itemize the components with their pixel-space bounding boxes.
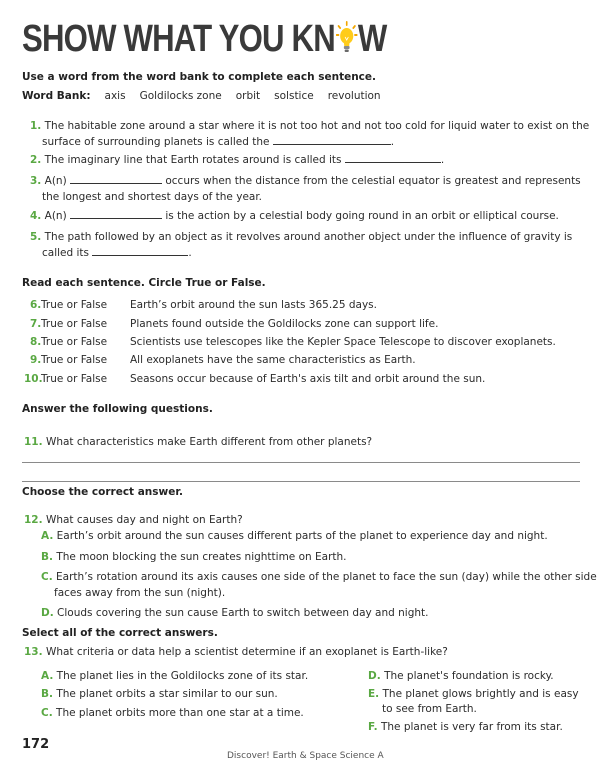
word-bank-word: revolution	[327, 90, 381, 102]
question-number: 8.	[30, 336, 42, 348]
tf-statement: Planets found outside the Goldilocks zone can support life.	[130, 318, 439, 330]
question-number: 4.	[30, 210, 42, 222]
answer-option-f[interactable]	[368, 719, 563, 735]
tf-statement: Earth’s orbit around the sun lasts 365.25 days.	[130, 299, 377, 311]
question-number: 9.	[30, 354, 42, 366]
question-3-line2: the longest and shortest days of the year.	[42, 191, 263, 203]
option-letter: A.	[41, 530, 54, 542]
question-text: called its	[42, 247, 90, 259]
question-text: occurs when the distance from the celestial equator is greatest and represents	[165, 175, 581, 187]
answer-option-d[interactable]	[368, 668, 554, 684]
question-text: What criteria or data help a scientist determine if an exoplanet is Earth-like?	[45, 646, 448, 658]
section2-instruction: Read each sentence. Circle True or False.	[22, 277, 266, 289]
book-title: Discover! Earth & Space Science A	[227, 751, 384, 761]
question-text: The imaginary line that Earth rotates around is called its	[44, 154, 342, 166]
title-text-start: SHOW WHAT YOU KN	[22, 18, 335, 60]
answer-option-b[interactable]	[41, 549, 347, 565]
section1-instruction: Use a word from the word bank to complete each sentence.	[22, 71, 377, 83]
option-letter: F.	[368, 721, 378, 733]
answer-option-e[interactable]	[368, 686, 579, 702]
word-bank-label: Word Bank:	[22, 90, 91, 102]
question-number: 1.	[30, 120, 42, 132]
punctuation: .	[188, 247, 192, 259]
answer-option-e-line2: to see from Earth.	[382, 703, 477, 715]
answer-option-c-line2: faces away from the sun (night).	[54, 587, 226, 599]
option-text: The planet orbits a star similar to our sun.	[56, 688, 278, 700]
section3-instruction: Answer the following questions.	[22, 403, 213, 415]
section5-instruction: Select all of the correct answers.	[22, 627, 218, 639]
tf-statement: Seasons occur because of Earth's axis tilt and orbit around the sun.	[130, 373, 486, 385]
question-1-line2	[42, 134, 394, 150]
question-number: 2.	[30, 154, 42, 166]
tf-statement: All exoplanets have the same characteristics as Earth.	[130, 354, 416, 366]
question-13	[24, 644, 448, 660]
tf-number	[30, 316, 41, 332]
question-5	[30, 229, 572, 245]
answer-option-a[interactable]	[41, 528, 548, 544]
question-2	[30, 152, 444, 168]
word-bank-word: solstice	[274, 90, 314, 102]
question-text: The path followed by an object as it revolves around another object under the influence of gravity is	[44, 231, 573, 243]
answer-blank[interactable]	[345, 153, 441, 163]
punctuation: .	[390, 136, 395, 148]
option-text: The planet is very far from its star.	[380, 721, 563, 733]
true-or-false-choice[interactable]: True or False	[41, 373, 108, 385]
option-text: The planet orbits more than one star at a time.	[56, 707, 304, 719]
question-11	[24, 434, 372, 450]
true-or-false-choice[interactable]: True or False	[41, 336, 108, 348]
answer-blank[interactable]	[273, 135, 391, 145]
question-5-line2	[42, 245, 192, 261]
question-text: surface of surrounding planets is called the	[42, 136, 270, 148]
tf-number	[24, 371, 43, 387]
option-letter: B.	[41, 688, 53, 700]
option-letter: A.	[41, 670, 54, 682]
question-1	[30, 118, 589, 134]
option-text: The planet glows brightly and is easy	[382, 688, 579, 700]
question-4	[30, 208, 559, 224]
question-text: is the action by a celestial body going round in an orbit or elliptical course.	[165, 210, 559, 222]
answer-blank[interactable]	[92, 246, 188, 256]
true-or-false-choice[interactable]: True or False	[41, 318, 108, 330]
option-letter: D.	[41, 607, 54, 619]
question-number: 13.	[24, 646, 43, 658]
tf-statement: Scientists use telescopes like the Kepler Space Telescope to discover exoplanets.	[130, 336, 556, 348]
title-text-end: W	[357, 18, 387, 60]
word-bank-word: Goldilocks zone	[139, 90, 222, 102]
tf-number	[30, 334, 41, 350]
question-number: 11.	[24, 436, 43, 448]
answer-option-d[interactable]	[41, 605, 429, 621]
page-title	[22, 16, 386, 62]
option-text: Clouds covering the sun cause Earth to switch between day and night.	[53, 607, 429, 619]
answer-option-c[interactable]	[41, 569, 597, 585]
question-number: 12.	[24, 514, 43, 526]
word-bank	[22, 90, 381, 102]
option-letter: C.	[41, 571, 53, 583]
page-number: 172	[22, 737, 50, 752]
option-text: Earth’s rotation around its axis causes one side of the planet to face the sun (day) while the other side	[56, 571, 597, 583]
tf-number	[30, 352, 41, 368]
option-letter: E.	[368, 688, 380, 700]
answer-blank[interactable]	[70, 209, 162, 219]
question-number: 3.	[30, 175, 42, 187]
answer-option-c[interactable]	[41, 705, 304, 721]
option-text: The moon blocking the sun creates nighttime on Earth.	[56, 551, 347, 563]
question-text: A(n)	[44, 175, 67, 187]
option-text: The planet lies in the Goldilocks zone of its star.	[56, 670, 309, 682]
answer-option-a[interactable]	[41, 668, 308, 684]
question-text: The habitable zone around a star where it is not too hot and not too cold for liquid water to exist on the	[44, 120, 590, 132]
question-text: What characteristics make Earth different from other planets?	[45, 436, 373, 448]
question-number: 5.	[30, 231, 42, 243]
option-text: The planet's foundation is rocky.	[384, 670, 554, 682]
true-or-false-choice[interactable]: True or False	[41, 299, 108, 311]
question-text: A(n)	[44, 210, 67, 222]
option-letter: D.	[368, 670, 381, 682]
answer-option-b[interactable]	[41, 686, 278, 702]
question-number: 6.	[30, 299, 42, 311]
punctuation: .	[440, 154, 445, 166]
answer-blank[interactable]	[70, 174, 162, 184]
section4-instruction: Choose the correct answer.	[22, 486, 184, 498]
true-or-false-choice[interactable]: True or False	[41, 354, 108, 366]
question-text: What causes day and night on Earth?	[45, 514, 243, 526]
option-letter: B.	[41, 551, 53, 563]
answer-line[interactable]	[22, 462, 580, 463]
question-number: 10.	[24, 373, 43, 385]
answer-line[interactable]	[22, 481, 580, 482]
option-letter: C.	[41, 707, 53, 719]
word-bank-word: orbit	[235, 90, 261, 102]
question-12	[24, 512, 243, 528]
word-bank-word: axis	[104, 90, 126, 102]
lightbulb-icon	[336, 20, 357, 54]
question-number: 7.	[30, 318, 42, 330]
option-text: Earth’s orbit around the sun causes different parts of the planet to experience day and night.	[56, 530, 548, 542]
question-3	[30, 173, 581, 189]
